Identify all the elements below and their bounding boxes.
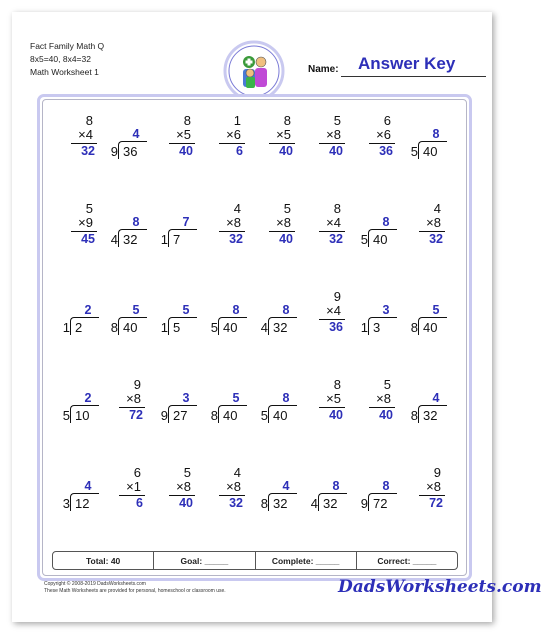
- multiplication-problem: [403, 465, 449, 525]
- divisor: 5: [62, 408, 70, 423]
- factor-top: 1: [233, 113, 241, 128]
- divisor: 8: [210, 408, 218, 423]
- division-problem: [253, 377, 299, 437]
- multiplication-problem: [103, 465, 149, 525]
- division-problem: [55, 377, 101, 437]
- factor-bottom: ×8: [126, 391, 141, 406]
- factor-top: 4: [433, 201, 441, 216]
- divisor: 1: [160, 232, 168, 247]
- multiplication-problem: [153, 113, 199, 173]
- divisor: 8: [410, 408, 418, 423]
- divisor: 8: [110, 320, 118, 335]
- dividend: 32: [273, 496, 288, 511]
- dividend: 32: [423, 408, 438, 423]
- quotient-answer: 8: [282, 303, 290, 317]
- division-problem: [55, 465, 101, 525]
- dividend: 40: [223, 320, 238, 335]
- product-answer: 45: [81, 232, 95, 246]
- multiplication-problem: [253, 201, 299, 261]
- quotient-answer: 2: [84, 391, 92, 405]
- product-answer: 32: [429, 232, 443, 246]
- product-answer: 32: [229, 496, 243, 510]
- dividend: 40: [423, 320, 438, 335]
- division-problem: [353, 201, 399, 261]
- multiplication-problem: [55, 201, 101, 261]
- factor-bottom: ×6: [376, 127, 391, 142]
- factor-bottom: ×4: [78, 127, 93, 142]
- divisor: 1: [160, 320, 168, 335]
- multiplication-problem: [353, 377, 399, 437]
- factor-top: 5: [333, 113, 341, 128]
- factor-top: 5: [183, 465, 191, 480]
- division-problem: [253, 289, 299, 349]
- quotient-answer: 8: [132, 215, 140, 229]
- dividend: 36: [123, 144, 138, 159]
- division-problem: [103, 201, 149, 261]
- product-answer: 40: [329, 408, 343, 422]
- quotient-answer: 8: [382, 479, 390, 493]
- dividend: 40: [223, 408, 238, 423]
- factor-bottom: ×8: [426, 215, 441, 230]
- factor-top: 5: [283, 201, 291, 216]
- product-answer: 72: [129, 408, 143, 422]
- product-answer: 6: [236, 144, 243, 158]
- division-problem: [153, 201, 199, 261]
- multiplication-problem: [403, 201, 449, 261]
- factor-top: 8: [283, 113, 291, 128]
- multiplication-problem: [303, 377, 349, 437]
- divisor: 4: [260, 320, 268, 335]
- dividend: 27: [173, 408, 188, 423]
- multiplication-problem: [203, 465, 249, 525]
- quotient-answer: 8: [232, 303, 240, 317]
- factor-top: 4: [233, 465, 241, 480]
- factor-top: 6: [383, 113, 391, 128]
- division-problem: [353, 465, 399, 525]
- dividend: 7: [173, 232, 181, 247]
- divisor: 5: [360, 232, 368, 247]
- multiplication-problem: [303, 113, 349, 173]
- dividend: 10: [75, 408, 90, 423]
- product-answer: 40: [179, 496, 193, 510]
- correct-field: Correct: _____: [356, 552, 457, 569]
- quotient-answer: 3: [182, 391, 190, 405]
- dividend: 32: [123, 232, 138, 247]
- factor-bottom: ×8: [326, 127, 341, 142]
- multiplication-problem: [303, 289, 349, 349]
- division-problem: [153, 377, 199, 437]
- quotient-answer: 7: [182, 215, 190, 229]
- quotient-answer: 5: [232, 391, 240, 405]
- quotient-answer: 8: [332, 479, 340, 493]
- quotient-answer: 4: [282, 479, 290, 493]
- product-answer: 32: [329, 232, 343, 246]
- multiplication-problem: [103, 377, 149, 437]
- factor-bottom: ×4: [326, 215, 341, 230]
- division-problem: [103, 289, 149, 349]
- divisor: 8: [410, 320, 418, 335]
- product-answer: 40: [379, 408, 393, 422]
- worksheet-number: Math Worksheet 1: [30, 67, 99, 77]
- dividend: 40: [273, 408, 288, 423]
- multiplication-problem: [153, 465, 199, 525]
- quotient-answer: 8: [432, 127, 440, 141]
- division-problem: [55, 289, 101, 349]
- copyright-notice: [44, 581, 226, 595]
- factor-top: 8: [333, 377, 341, 392]
- worksheet-subtitle: 8x5=40, 8x4=32: [30, 54, 91, 64]
- family-logo-icon: [223, 40, 285, 102]
- dividend: 3: [373, 320, 381, 335]
- divisor: 9: [360, 496, 368, 511]
- quotient-answer: 5: [132, 303, 140, 317]
- dividend: 72: [373, 496, 388, 511]
- multiplication-problem: [203, 201, 249, 261]
- division-problem: [303, 465, 349, 525]
- factor-top: 8: [85, 113, 93, 128]
- divisor: 4: [310, 496, 318, 511]
- division-problem: [403, 289, 449, 349]
- dividend: 40: [373, 232, 388, 247]
- divisor: 9: [160, 408, 168, 423]
- product-answer: 40: [279, 144, 293, 158]
- quotient-answer: 3: [382, 303, 390, 317]
- factor-top: 9: [333, 289, 341, 304]
- division-problem: [353, 289, 399, 349]
- divisor: 1: [62, 320, 70, 335]
- factor-bottom: ×4: [326, 303, 341, 318]
- quotient-answer: 4: [132, 127, 140, 141]
- worksheet-header: [30, 40, 104, 79]
- product-answer: 36: [379, 144, 393, 158]
- factor-bottom: ×8: [226, 215, 241, 230]
- worksheet-title: Fact Family Math Q: [30, 41, 105, 51]
- factor-top: 8: [333, 201, 341, 216]
- multiplication-problem: [55, 113, 101, 173]
- product-answer: 36: [329, 320, 343, 334]
- divisor: 4: [110, 232, 118, 247]
- factor-top: 8: [183, 113, 191, 128]
- factor-bottom: ×1: [126, 479, 141, 494]
- quotient-answer: 2: [84, 303, 92, 317]
- factor-bottom: ×6: [226, 127, 241, 142]
- product-answer: 32: [81, 144, 95, 158]
- factor-bottom: ×5: [276, 127, 291, 142]
- total-count: Total: 40: [85, 555, 121, 566]
- product-answer: 72: [429, 496, 443, 510]
- factor-top: 5: [85, 201, 93, 216]
- multiplication-problem: [303, 201, 349, 261]
- brand-logo: DadsWorksheets.com: [338, 577, 542, 597]
- division-problem: [153, 289, 199, 349]
- product-answer: 40: [179, 144, 193, 158]
- dividend: 40: [123, 320, 138, 335]
- score-box: [52, 551, 458, 570]
- factor-top: 6: [133, 465, 141, 480]
- multiplication-problem: [203, 113, 249, 173]
- quotient-answer: 4: [432, 391, 440, 405]
- dividend: 32: [323, 496, 338, 511]
- divisor: 9: [110, 144, 118, 159]
- factor-top: 4: [233, 201, 241, 216]
- product-answer: 6: [136, 496, 143, 510]
- factor-bottom: ×5: [326, 391, 341, 406]
- division-problem: [253, 465, 299, 525]
- complete-field: Complete: _____: [255, 552, 356, 569]
- divisor: 8: [260, 496, 268, 511]
- dividend: 5: [173, 320, 181, 335]
- factor-bottom: ×5: [176, 127, 191, 142]
- quotient-answer: 8: [382, 215, 390, 229]
- factor-bottom: ×8: [276, 215, 291, 230]
- goal-field: Goal: _____: [153, 552, 254, 569]
- dividend: 40: [423, 144, 438, 159]
- usage-line: These Math Worksheets are provided for personal, homeschool or classroom use.: [44, 588, 226, 594]
- dividend: 2: [75, 320, 83, 335]
- answer-key-label: Answer Key: [358, 54, 456, 73]
- dividend: 12: [75, 496, 90, 511]
- divisor: 5: [410, 144, 418, 159]
- multiplication-problem: [353, 113, 399, 173]
- product-answer: 40: [329, 144, 343, 158]
- division-problem: [403, 377, 449, 437]
- product-answer: 32: [229, 232, 243, 246]
- factor-bottom: ×9: [78, 215, 93, 230]
- factor-bottom: ×8: [226, 479, 241, 494]
- factor-bottom: ×8: [176, 479, 191, 494]
- factor-top: 5: [383, 377, 391, 392]
- product-answer: 40: [279, 232, 293, 246]
- divisor: 5: [210, 320, 218, 335]
- quotient-answer: 5: [432, 303, 440, 317]
- quotient-answer: 5: [182, 303, 190, 317]
- factor-bottom: ×8: [376, 391, 391, 406]
- dividend: 32: [273, 320, 288, 335]
- name-label: Name:: [308, 64, 339, 75]
- quotient-answer: 8: [282, 391, 290, 405]
- factor-bottom: ×8: [426, 479, 441, 494]
- divisor: 5: [260, 408, 268, 423]
- division-problem: [103, 113, 149, 173]
- divisor: 3: [62, 496, 70, 511]
- name-underline: [341, 76, 486, 77]
- factor-top: 9: [433, 465, 441, 480]
- division-problem: [203, 289, 249, 349]
- division-problem: [203, 377, 249, 437]
- division-problem: [403, 113, 449, 173]
- copyright-line: Copyright © 2008-2019 DadsWorksheets.com: [44, 581, 146, 587]
- quotient-answer: 4: [84, 479, 92, 493]
- divisor: 1: [360, 320, 368, 335]
- factor-top: 9: [133, 377, 141, 392]
- name-field: [308, 54, 488, 78]
- multiplication-problem: [253, 113, 299, 173]
